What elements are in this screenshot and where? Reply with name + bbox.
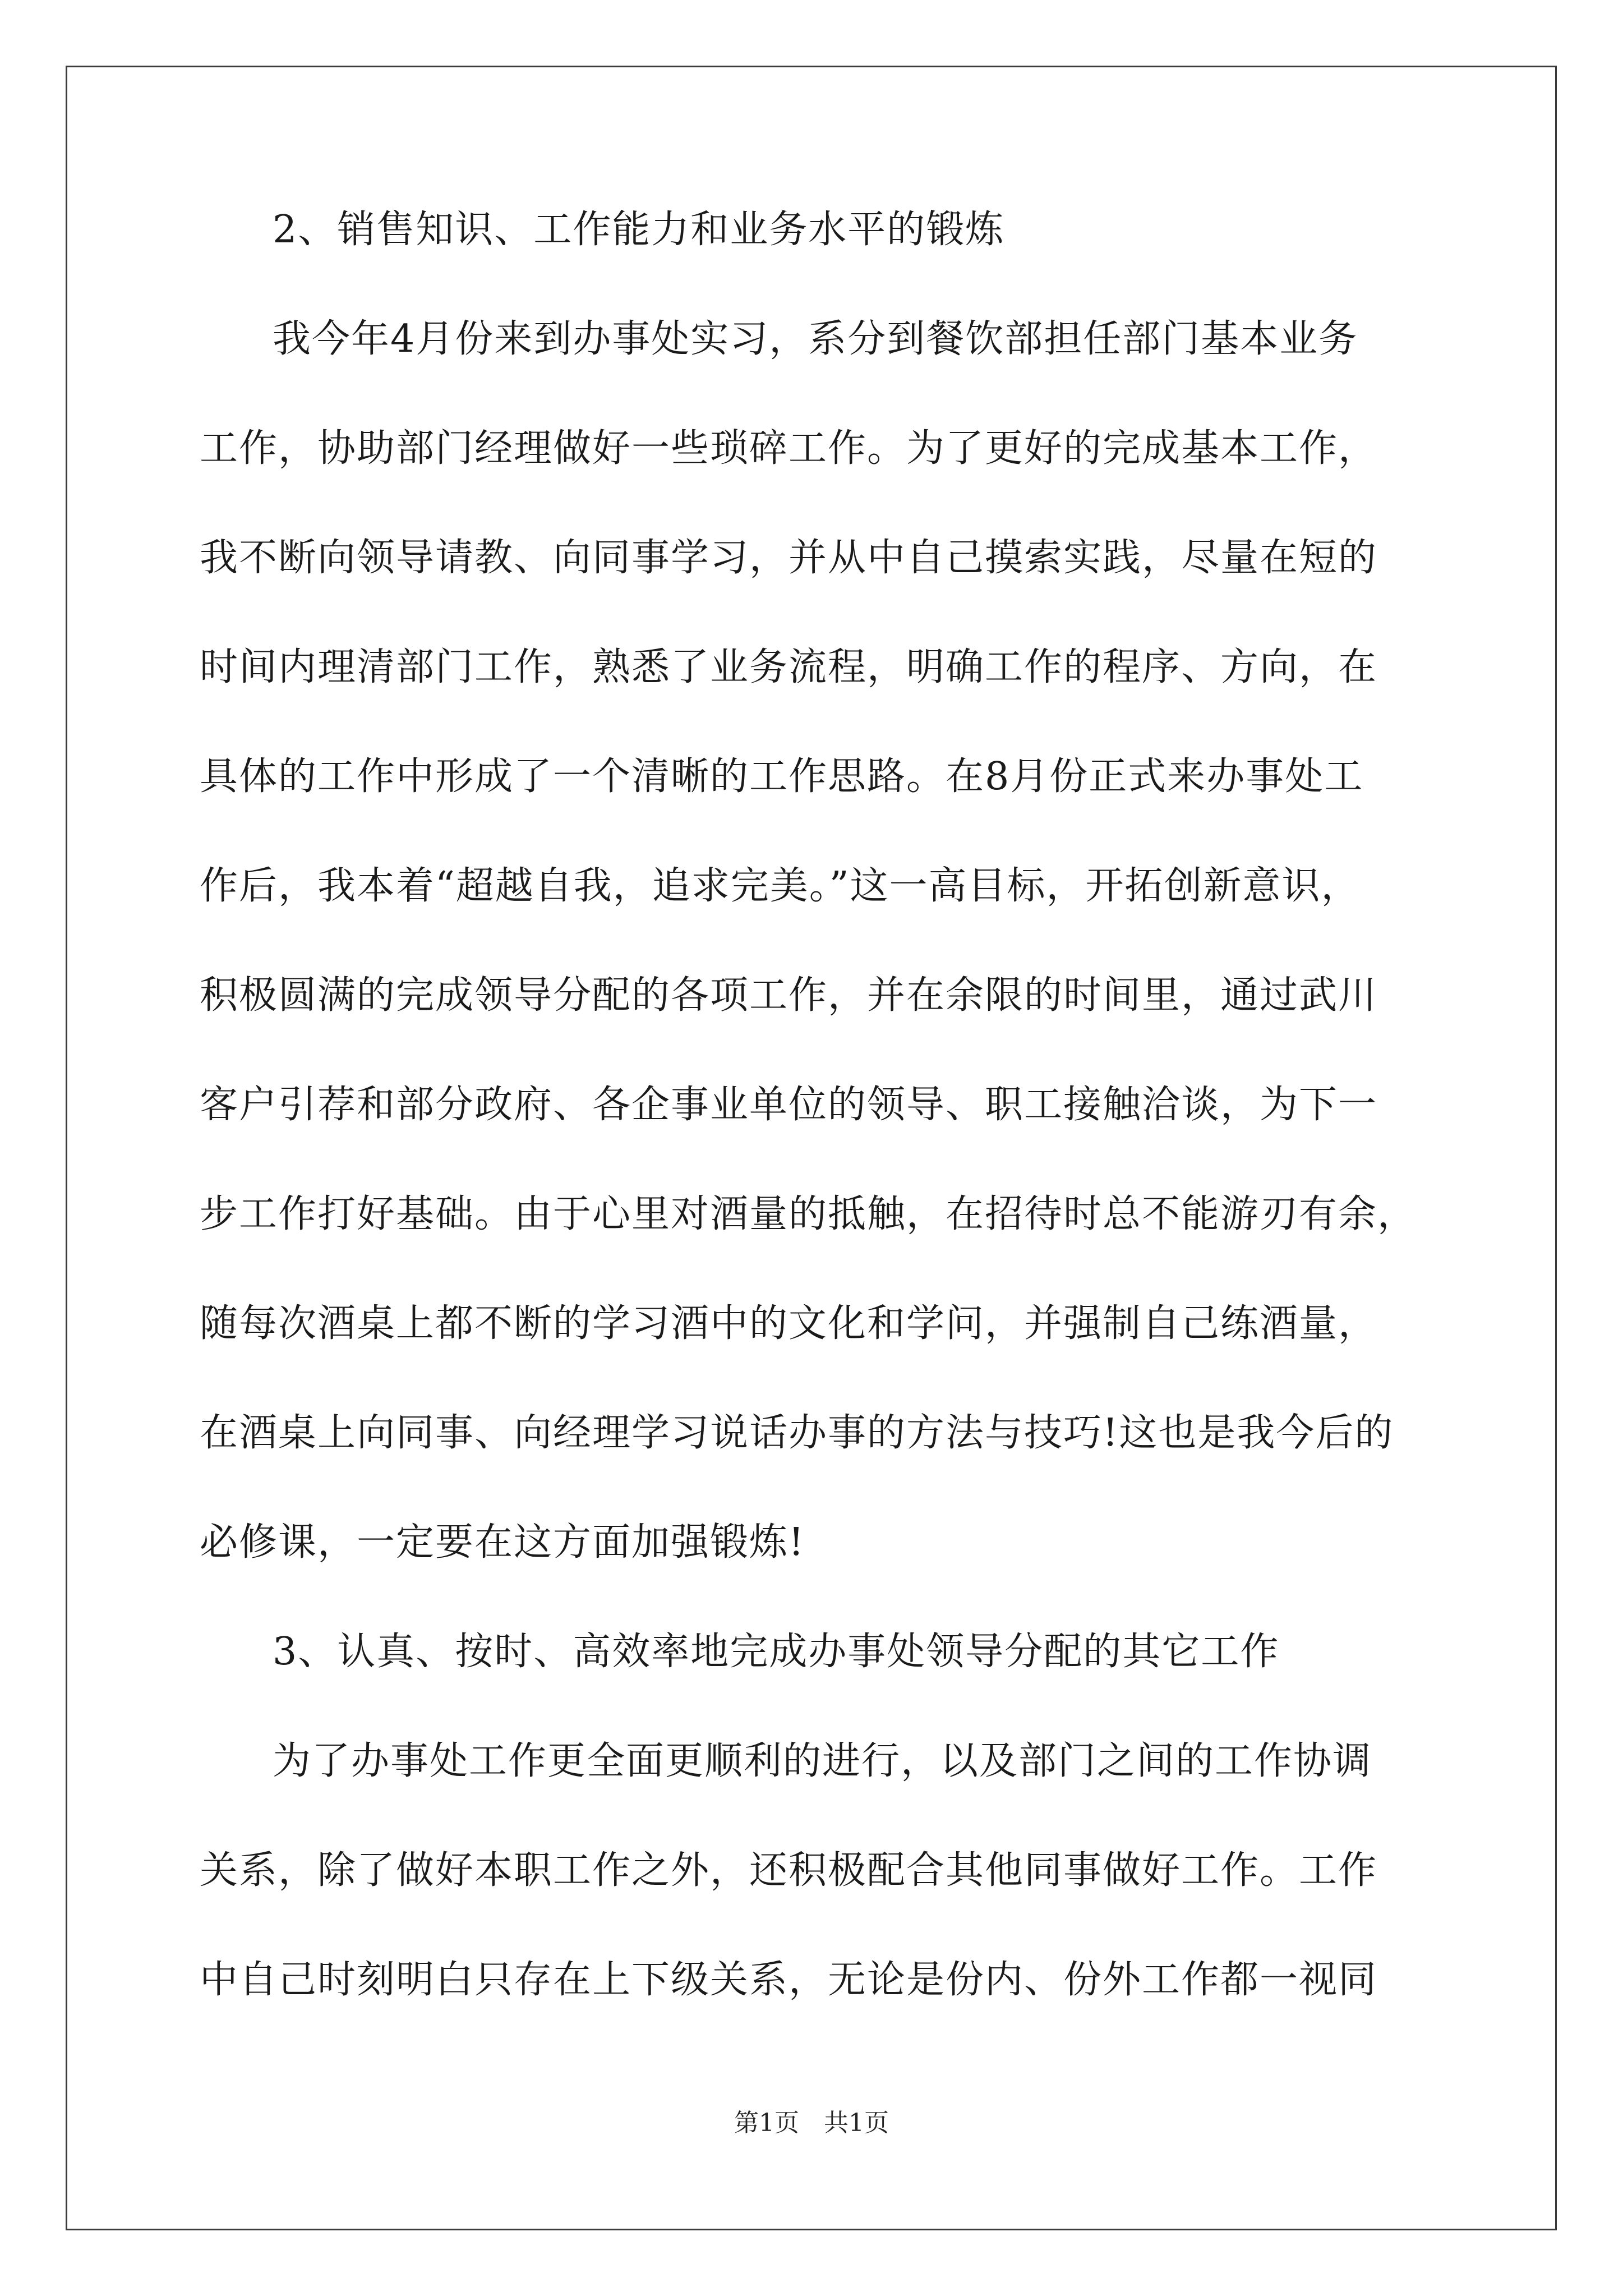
- paragraph-line: 客户引荐和部分政府、各企事业单位的领导、职工接触洽谈，为下一: [200, 1083, 1378, 1127]
- paragraph-line: 必修课，一定要在这方面加强锻炼!: [200, 1520, 805, 1565]
- paragraph-line: 积极圆满的完成领导分配的各项工作，并在余限的时间里，通过武川: [200, 973, 1378, 1018]
- section-heading: 2、销售知识、工作能力和业务水平的锻炼: [273, 208, 1005, 252]
- paragraph-line: 为了办事处工作更全面更顺利的进行，以及部门之间的工作协调: [273, 1739, 1372, 1783]
- paragraph-line: 关系，除了做好本职工作之外，还积极配合其他同事做好工作。工作: [200, 1848, 1378, 1893]
- paragraph-line: 作后，我本着“超越自我，追求完美。”这一高目标，开拓创新意识，: [200, 864, 1361, 908]
- paragraph-line: 工作，协助部门经理做好一些琐碎工作。为了更好的完成基本工作，: [200, 426, 1378, 471]
- paragraph-line: 中自己时刻明白只存在上下级关系，无论是份内、份外工作都一视同: [200, 1958, 1378, 2002]
- section-heading: 3、认真、按时、高效率地完成办事处领导分配的其它工作: [273, 1630, 1280, 1674]
- page-number-footer: 第1页 共1页: [734, 2109, 889, 2137]
- paragraph-line: 我今年4月份来到办事处实习，系分到餐饮部担任部门基本业务: [273, 317, 1358, 361]
- paragraph-line: 在酒桌上向同事、向经理学习说话办事的方法与技巧!这也是我今后的: [200, 1411, 1394, 1455]
- page-border: [66, 66, 1557, 2230]
- paragraph-line: 我不断向领导请教、向同事学习，并从中自己摸索实践，尽量在短的: [200, 536, 1378, 580]
- paragraph-line: 步工作打好基础。由于心里对酒量的抵触，在招待时总不能游刃有余，: [200, 1192, 1417, 1236]
- paragraph-line: 时间内理清部门工作，熟悉了业务流程，明确工作的程序、方向，在: [200, 645, 1378, 689]
- paragraph-line: 具体的工作中形成了一个清晰的工作思路。在8月份正式来办事处工: [200, 754, 1364, 799]
- paragraph-line: 随每次酒桌上都不断的学习酒中的文化和学问，并强制自己练酒量，: [200, 1301, 1378, 1346]
